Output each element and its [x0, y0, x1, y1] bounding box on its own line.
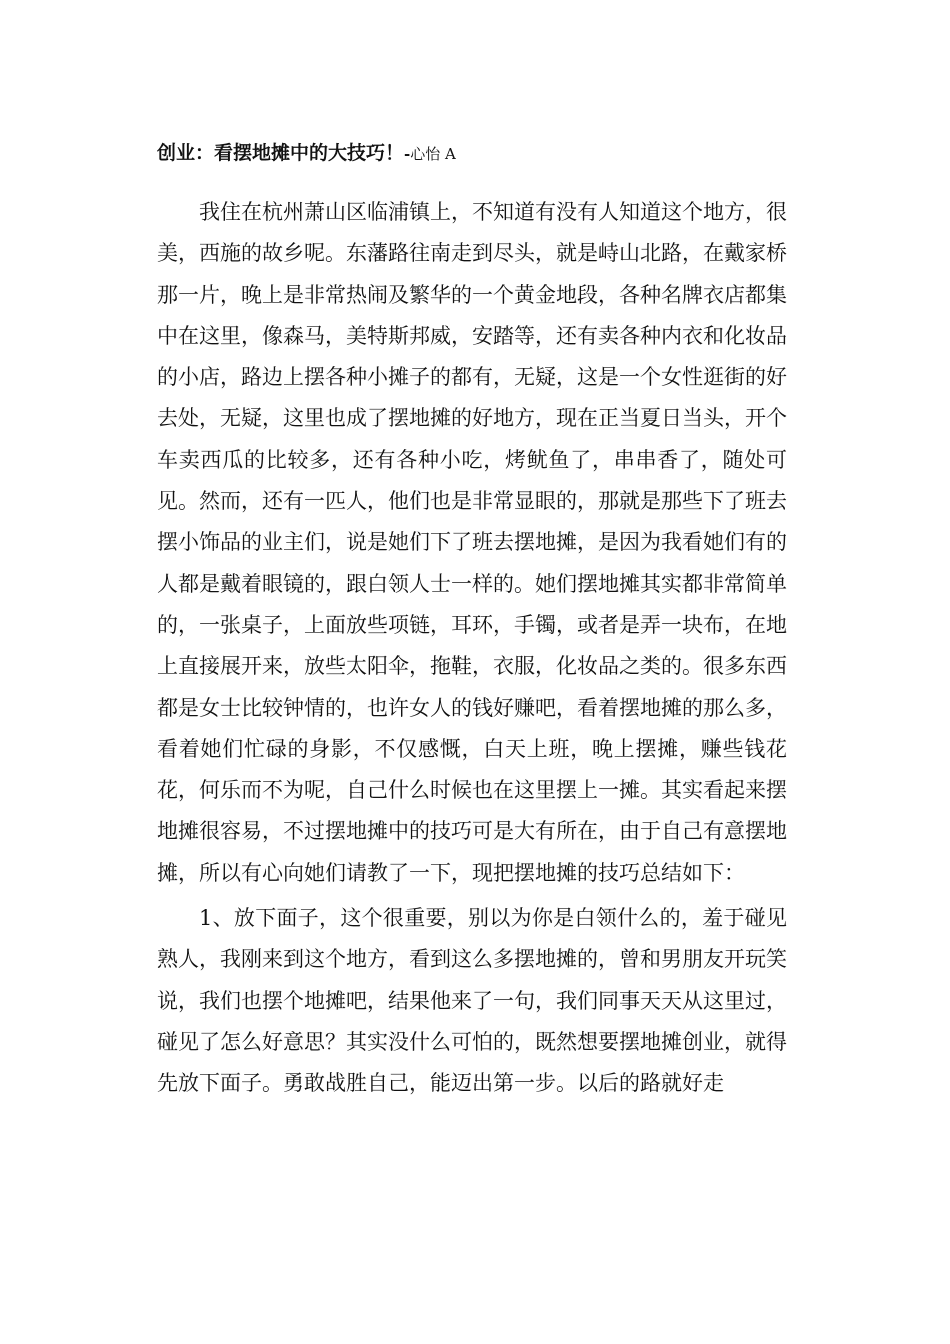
body-paragraph-1: 我住在杭州萧山区临浦镇上，不知道有没有人知道这个地方，很美，西施的故乡呢。东藩路往南走到尽头，就是峙山北路，在戴家桥那一片，晚上是非常热闹及繁华的一个黄金地段，各种名牌衣店都集中在这里，像森马，美特斯邦威，安踏等，还有卖各种内衣和化妆品的小店，路边上摆各种小摊子的都有，无疑，这是一个女性逛街的好去处，无疑，这里也成了摆地摊的好地方，现在正当夏日当头，开个车卖西瓜的比较多，还有各种小吃，烤鱿鱼了，串串香了，随处可见。然而，还有一匹人，他们也是非常显眼的，那就是那些下了班去摆小饰品的业主们，说是她们下了班去摆地摊，是因为我看她们有的人都是戴着眼镜的，跟白领人士一样的。她们摆地摊其实都非常简单的，一张桌子，上面放些项链，耳环，手镯，或者是弄一块布，在地上直接展开来，放些太阳伞，拖鞋，衣服，化妆品之类的。很多东西都是女士比较钟情的，也许女人的钱好赚吧，看着摆地摊的那么多，看着她们忙碌的身影，不仅感慨，白天上班，晚上摆摊，赚些钱花花，何乐而不为呢，自己什么时候也在这里摆上一摊。其实看起来摆地摊很容易，不过摆地摊中的技巧可是大有所在，由于自己有意摆地摊，所以有心向她们请教了一下，现把摆地摊的技巧总结如下： [157, 200, 787, 885]
document-body [157, 192, 787, 1105]
document-author-byline [404, 145, 456, 163]
document-author: 心怡 A [410, 145, 456, 163]
document-title: 创业：看摆地摊中的大技巧！ [157, 142, 405, 164]
document-title-line [157, 140, 817, 167]
body-paragraph-2: 1、放下面子，这个很重要，别以为你是白领什么的，羞于碰见熟人，我刚来到这个地方，看到这么多摆地摊的，曾和男朋友开玩笑说，我们也摆个地摊吧，结果他来了一句，我们同事天天从这里过，碰见了怎么好意思？其实没什么可怕的，既然想要摆地摊创业，就得先放下面子。勇敢战胜自己，能迈出第一步。以后的路就好走 [157, 906, 787, 1096]
author-dash: - [404, 145, 411, 163]
